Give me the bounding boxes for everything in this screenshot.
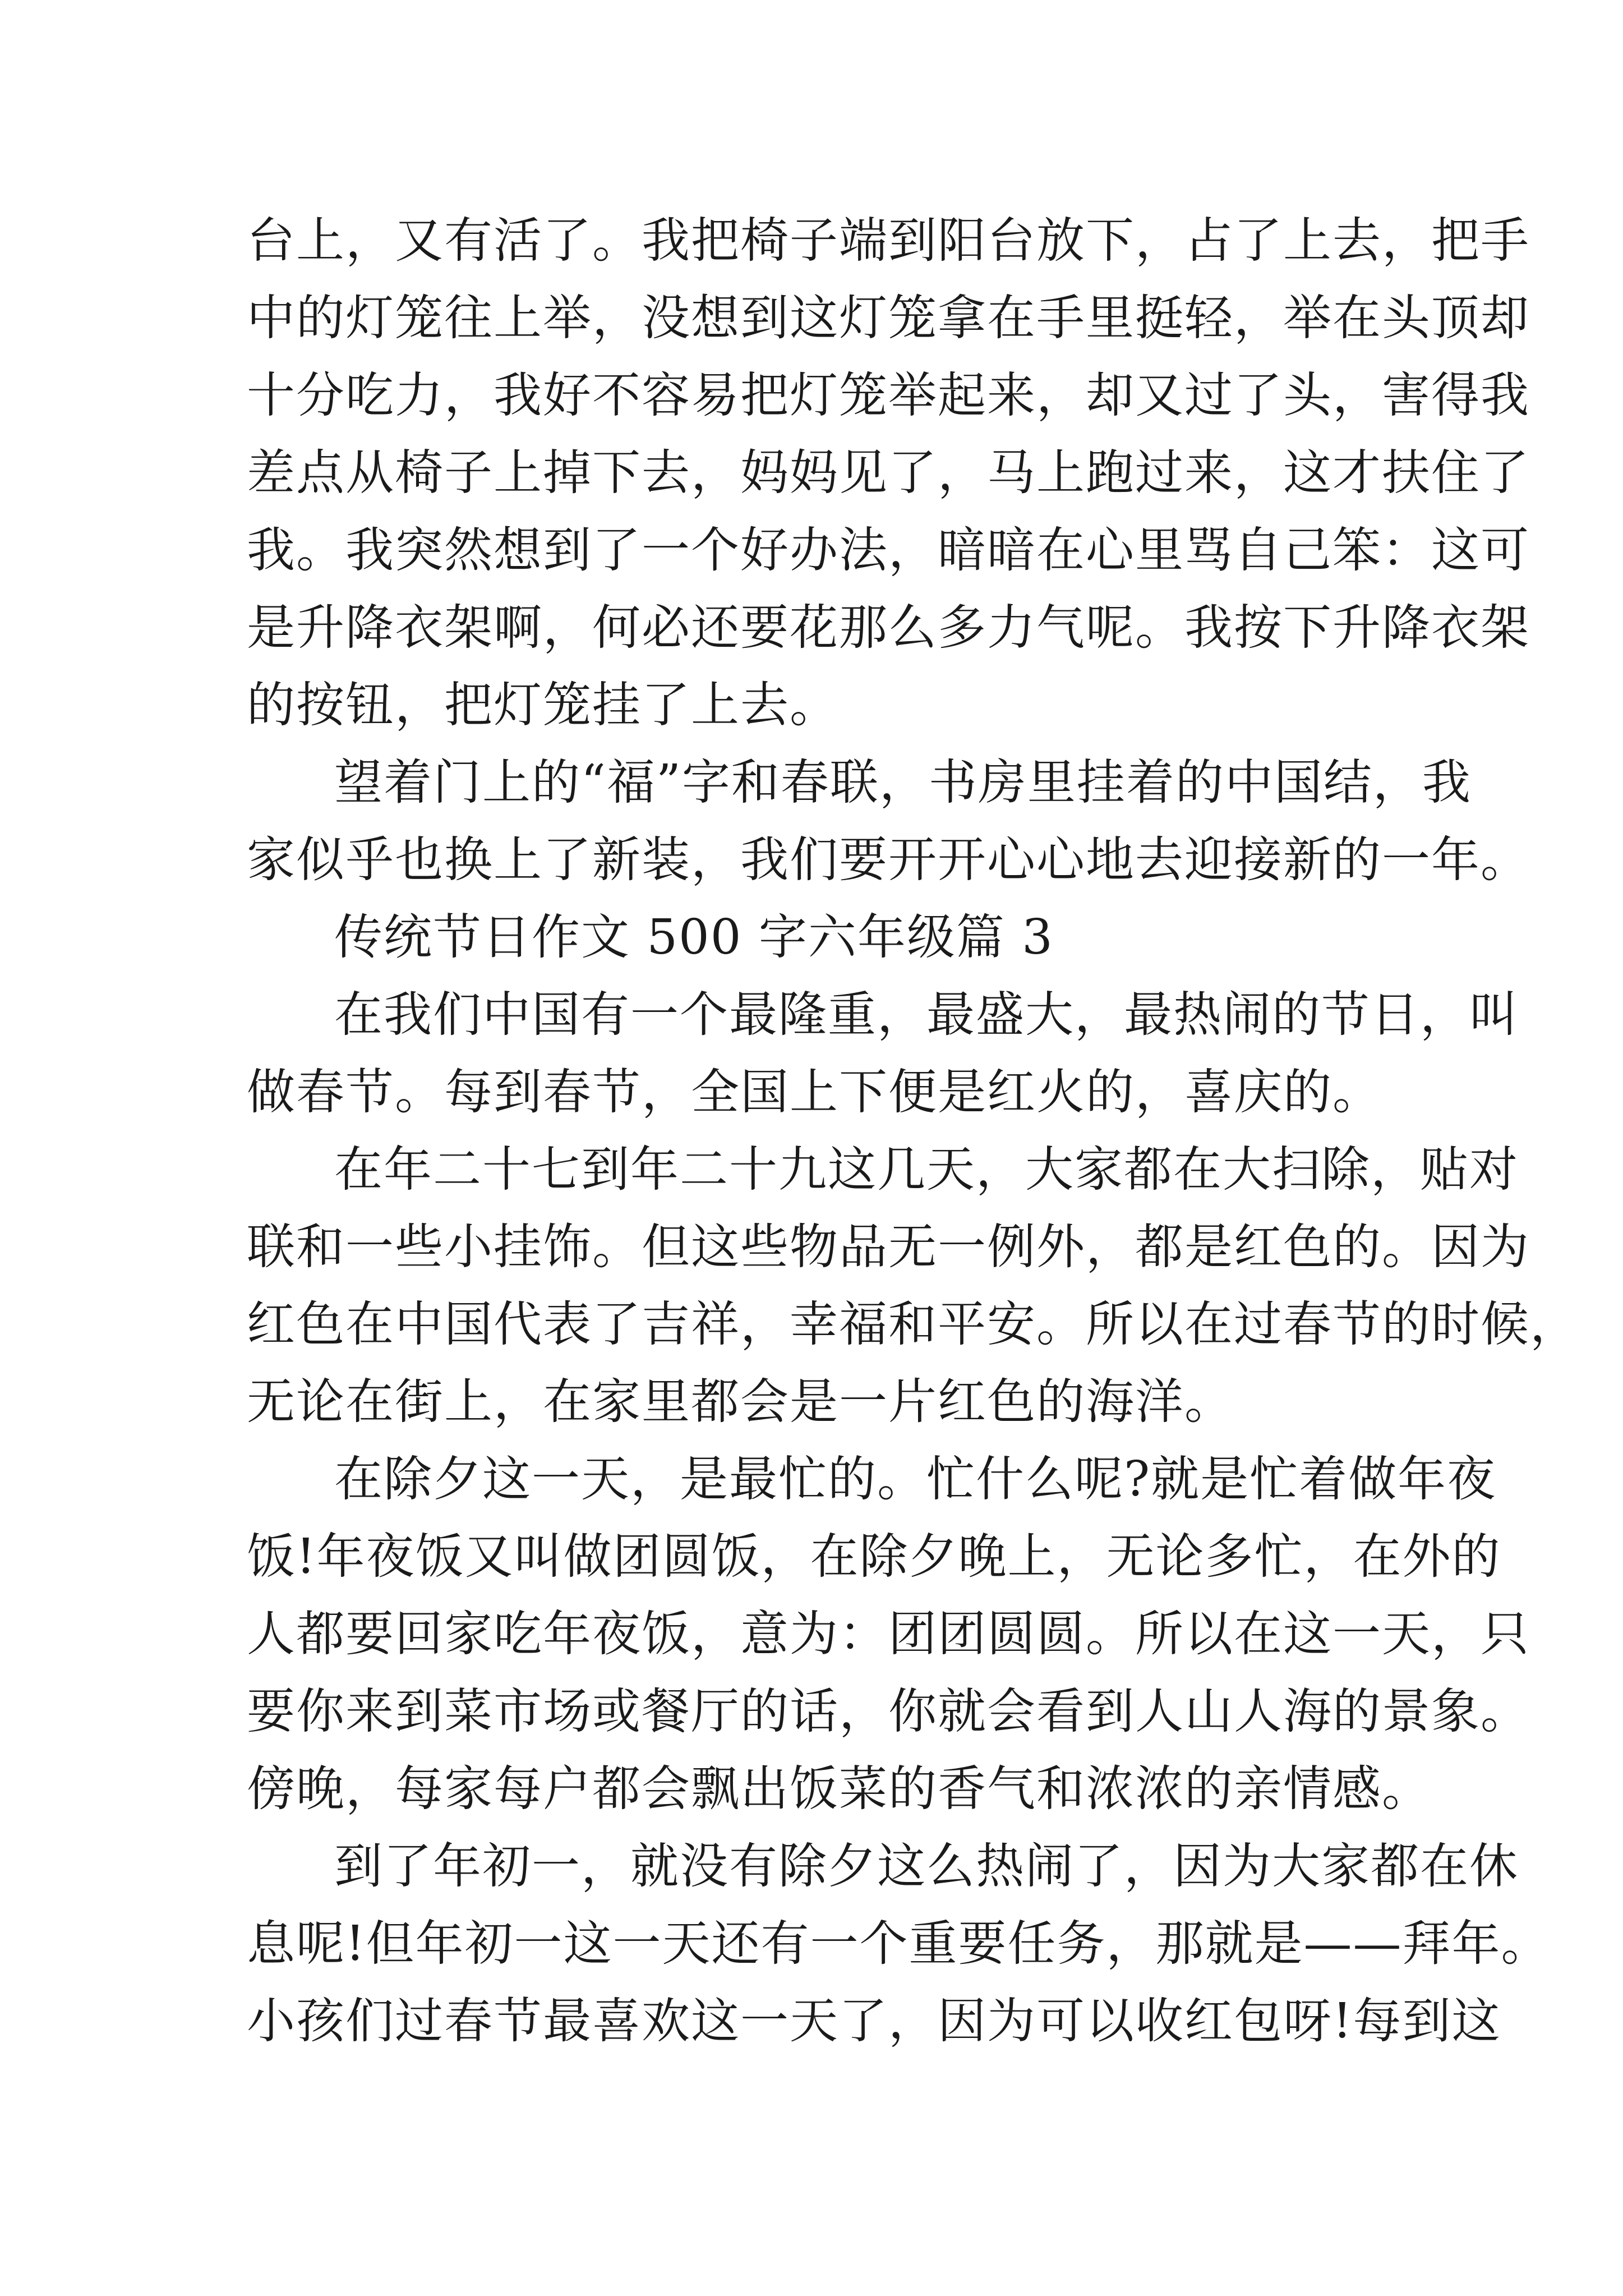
text-line: 的按钮，把灯笼挂了上去。 [247, 677, 839, 733]
text-line: 差点从椅子上掉下去，妈妈见了，马上跑过来，这才扶住了 [247, 445, 1530, 501]
text-line: 到了年初一，就没有除夕这么热闹了，因为大家都在休 [334, 1838, 1519, 1894]
text-line: 我。我突然想到了一个好办法，暗暗在心里骂自己笨：这可 [247, 522, 1530, 578]
text-line: 息呢!但年初一这一天还有一个重要任务，那就是——拜年。 [247, 1916, 1551, 1972]
text-line: 饭!年夜饭又叫做团圆饭，在除夕晚上，无论多忙，在外的 [247, 1529, 1501, 1585]
text-line: 在除夕这一天，是最忙的。忙什么呢?就是忙着做年夜 [334, 1451, 1497, 1507]
text-line: 望着门上的“福”字和春联，书房里挂着的中国结，我 [334, 754, 1472, 811]
text-line: 在年二十七到年二十九这几天，大家都在大扫除，贴对 [334, 1142, 1519, 1198]
text-line: 在我们中国有一个最隆重，最盛大，最热闹的节日，叫 [334, 987, 1519, 1043]
text-line: 十分吃力，我好不容易把灯笼举起来，却又过了头，害得我 [247, 367, 1530, 424]
text-line: 要你来到菜市场或餐厅的话，你就会看到人山人海的景象。 [247, 1683, 1530, 1740]
text-line: 小孩们过春节最喜欢这一天了，因为可以收红包呀!每到这 [247, 1993, 1501, 2049]
text-line: 无论在街上，在家里都会是一片红色的海洋。 [247, 1374, 1234, 1430]
text-line: 是升降衣架啊，何必还要花那么多力气呢。我按下升降衣架 [247, 600, 1530, 656]
text-line: 中的灯笼往上举，没想到这灯笼拿在手里挺轻，举在头顶却 [247, 290, 1530, 346]
document-body [247, 202, 1579, 2060]
text-line: 家似乎也换上了新装，我们要开开心心地去迎接新的一年。 [247, 832, 1530, 888]
text-line: 传统节日作文 500 字六年级篇 3 [334, 909, 1054, 965]
text-line: 红色在中国代表了吉祥，幸福和平安。所以在过春节的时候， [247, 1296, 1579, 1352]
text-line: 台上，又有活了。我把椅子端到阳台放下，占了上去，把手 [247, 213, 1530, 269]
text-line: 傍晚，每家每户都会飘出饭菜的香气和浓浓的亲情感。 [247, 1761, 1431, 1817]
text-line: 做春节。每到春节，全国上下便是红火的，喜庆的。 [247, 1064, 1382, 1120]
text-line: 联和一些小挂饰。但这些物品无一例外，都是红色的。因为 [247, 1219, 1530, 1275]
text-line: 人都要回家吃年夜饭，意为：团团圆圆。所以在这一天，只 [247, 1606, 1530, 1662]
